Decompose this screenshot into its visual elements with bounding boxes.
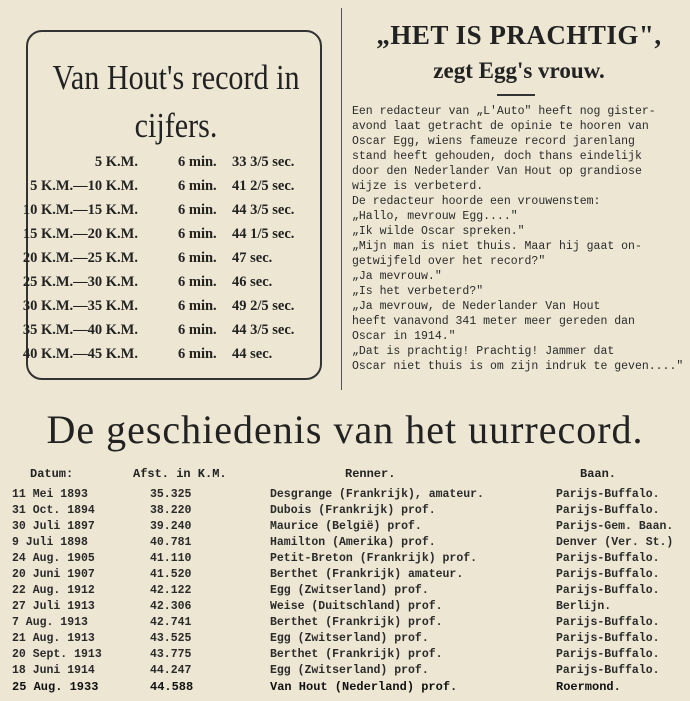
table-row [0, 600, 690, 616]
split-minutes: 6 min. [178, 202, 217, 218]
split-distance: 10 K.M.—15 K.M. [22, 202, 138, 218]
split-row [22, 346, 324, 368]
row-rider: Dubois (Frankrijk) prof. [270, 504, 436, 517]
row-track: Parijs-Buffalo. [556, 616, 660, 629]
record-box-title [49, 54, 304, 150]
table-row [0, 648, 690, 664]
split-seconds: 33 3/5 sec. [232, 154, 295, 170]
article-line: avond laat getracht de opinie te hooren van [352, 120, 649, 133]
split-distance: 40 K.M.—45 K.M. [22, 346, 138, 362]
row-date: 24 Aug. 1905 [12, 552, 95, 565]
article-headline: „HET IS PRACHTIG", [376, 20, 662, 50]
split-seconds: 44 1/5 sec. [232, 226, 295, 242]
article-line: Oscar Egg, wiens fameuze record jarenlang [352, 135, 635, 148]
split-distance: 5 K.M. [94, 154, 138, 170]
article-subheadline: zegt Egg's vrouw. [433, 58, 605, 83]
row-date: 25 Aug. 1933 [12, 680, 99, 694]
split-distance: 15 K.M.—20 K.M. [22, 226, 138, 242]
table-row [0, 552, 690, 568]
row-date: 20 Juni 1907 [12, 568, 95, 581]
row-rider: Egg (Zwitserland) prof. [270, 632, 429, 645]
row-track: Berlijn. [556, 600, 612, 613]
split-row [22, 322, 324, 344]
split-seconds: 49 2/5 sec. [232, 298, 295, 314]
split-distance: 35 K.M.—40 K.M. [22, 322, 138, 338]
table-row [0, 536, 690, 552]
history-table-header [0, 467, 690, 483]
row-track: Parijs-Buffalo. [556, 552, 660, 565]
row-distance: 38.220 [150, 504, 192, 517]
article-line: „Is het verbeterd?" [352, 285, 484, 298]
article-line: De redacteur hoorde een vrouwenstem: [352, 195, 601, 208]
row-track: Parijs-Buffalo. [556, 632, 660, 645]
row-date: 9 Juli 1898 [12, 536, 88, 549]
record-box-title-line2: cijfers. [134, 106, 218, 145]
row-rider: Van Hout (Nederland) prof. [270, 680, 458, 694]
split-row [28, 154, 324, 176]
row-distance: 41.520 [150, 568, 192, 581]
split-distance: 5 K.M.—10 K.M. [30, 178, 138, 194]
article-line: „Ik wilde Oscar spreken." [352, 225, 525, 238]
row-date: 27 Juli 1913 [12, 600, 95, 613]
header-date: Datum: [30, 467, 74, 481]
split-seconds: 41 2/5 sec. [232, 178, 295, 194]
split-row [22, 202, 324, 224]
row-rider: Berthet (Frankrijk) prof. [270, 648, 443, 661]
record-splits-box [22, 30, 322, 380]
row-date: 20 Sept. 1913 [12, 648, 102, 661]
column-divider [341, 8, 342, 390]
article-line: Een redacteur van „L'Auto" heeft nog gister- [352, 105, 656, 118]
row-rider: Desgrange (Frankrijk), amateur. [270, 488, 484, 501]
record-box-title-line1: Van Hout's record in [52, 58, 300, 97]
row-rider: Berthet (Frankrijk) amateur. [270, 568, 464, 581]
row-date: 7 Aug. 1913 [12, 616, 88, 629]
article-body [352, 104, 685, 374]
split-minutes: 6 min. [178, 346, 217, 362]
row-distance: 41.110 [150, 552, 192, 565]
row-date: 18 Juni 1914 [12, 664, 95, 677]
row-date: 31 Oct. 1894 [12, 504, 95, 517]
split-row [22, 298, 324, 320]
split-minutes: 6 min. [178, 274, 217, 290]
row-rider: Petit-Breton (Frankrijk) prof. [270, 552, 478, 565]
table-row [0, 584, 690, 600]
split-seconds: 44 sec. [232, 346, 273, 362]
article-line: stand heeft gehouden, doch thans eindelijk [352, 150, 642, 163]
row-distance: 42.306 [150, 600, 192, 613]
row-track: Roermond. [556, 680, 621, 694]
row-track: Parijs-Buffalo. [556, 568, 660, 581]
split-seconds: 47 sec. [232, 250, 273, 266]
header-rider: Renner. [345, 467, 396, 481]
row-track: Parijs-Gem. Baan. [556, 520, 674, 533]
split-distance: 20 K.M.—25 K.M. [22, 250, 138, 266]
row-distance: 42.741 [150, 616, 192, 629]
row-track: Parijs-Buffalo. [556, 664, 660, 677]
row-distance: 43.775 [150, 648, 192, 661]
row-date: 21 Aug. 1913 [12, 632, 95, 645]
row-track: Parijs-Buffalo. [556, 648, 660, 661]
article-line: heeft vanavond 341 meter meer gereden dan [352, 315, 635, 328]
article-line: „Mijn man is niet thuis. Maar hij gaat on- [352, 240, 642, 253]
article-line: door den Nederlander Van Hout op grandiose [352, 165, 642, 178]
split-row [22, 250, 324, 272]
article-line: Oscar in 1914." [352, 330, 456, 343]
article-line: „Hallo, mevrouw Egg...." [352, 210, 518, 223]
split-distance: 30 K.M.—35 K.M. [22, 298, 138, 314]
article-divider [497, 94, 535, 96]
split-minutes: 6 min. [178, 298, 217, 314]
table-row [0, 520, 690, 536]
table-row [0, 568, 690, 584]
table-row [0, 664, 690, 680]
row-rider: Weise (Duitschland) prof. [270, 600, 443, 613]
split-minutes: 6 min. [178, 178, 217, 194]
split-minutes: 6 min. [178, 322, 217, 338]
row-rider: Egg (Zwitserland) prof. [270, 664, 429, 677]
row-distance: 43.525 [150, 632, 192, 645]
article-line: getwijfeld over het record?" [352, 255, 546, 268]
row-track: Parijs-Buffalo. [556, 488, 660, 501]
header-track: Baan. [580, 467, 617, 481]
row-date: 30 Juli 1897 [12, 520, 95, 533]
row-rider: Hamilton (Amerika) prof. [270, 536, 436, 549]
row-distance: 44.588 [150, 680, 194, 694]
row-distance: 35.325 [150, 488, 192, 501]
article-line: „Ja mevrouw." [352, 270, 442, 283]
split-seconds: 46 sec. [232, 274, 273, 290]
split-seconds: 44 3/5 sec. [232, 322, 295, 338]
article-line: Oscar niet thuis is om zijn indruk te geven...." [352, 360, 684, 373]
split-row [22, 226, 324, 248]
split-minutes: 6 min. [178, 154, 217, 170]
row-distance: 39.240 [150, 520, 192, 533]
split-seconds: 44 3/5 sec. [232, 202, 295, 218]
row-rider: Berthet (Frankrijk) prof. [270, 616, 443, 629]
row-track: Parijs-Buffalo. [556, 504, 660, 517]
row-distance: 42.122 [150, 584, 192, 597]
row-track: Parijs-Buffalo. [556, 584, 660, 597]
split-distance: 25 K.M.—30 K.M. [22, 274, 138, 290]
split-minutes: 6 min. [178, 226, 217, 242]
split-row [22, 274, 324, 296]
article-line: wijze is verbeterd. [352, 180, 484, 193]
row-track: Denver (Ver. St.) [556, 536, 674, 549]
header-distance: Afst. in K.M. [133, 467, 227, 481]
table-row [0, 504, 690, 520]
row-distance: 44.247 [150, 664, 192, 677]
row-date: 22 Aug. 1912 [12, 584, 95, 597]
table-row [0, 632, 690, 648]
row-distance: 40.781 [150, 536, 192, 549]
table-row [0, 616, 690, 632]
article-line: „Dat is prachtig! Prachtig! Jammer dat [352, 345, 615, 358]
split-row [28, 178, 324, 200]
history-title: De geschiedenis van het uurrecord. [46, 407, 644, 452]
row-date: 11 Mei 1893 [12, 488, 88, 501]
article-line: „Ja mevrouw, de Nederlander Van Hout [352, 300, 601, 313]
row-rider: Maurice (België) prof. [270, 520, 422, 533]
split-minutes: 6 min. [178, 250, 217, 266]
table-row [0, 680, 690, 696]
row-rider: Egg (Zwitserland) prof. [270, 584, 429, 597]
table-row [0, 488, 690, 504]
